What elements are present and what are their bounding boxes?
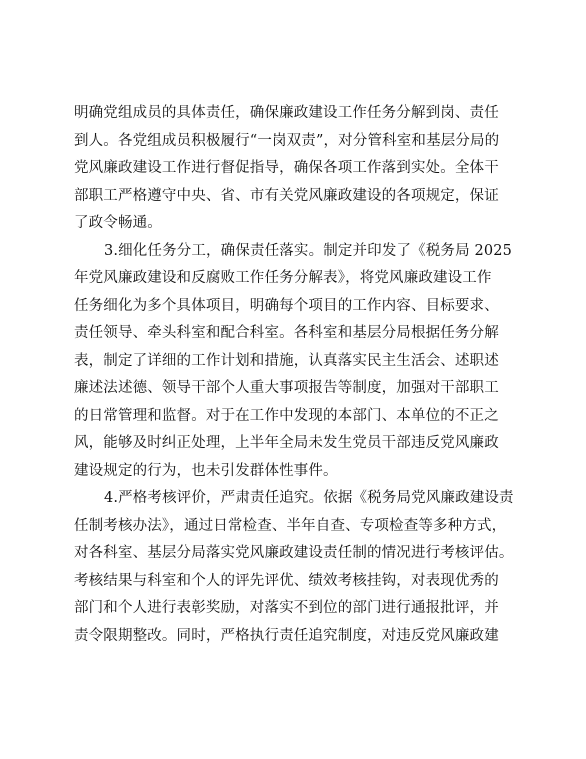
text-line: 风，能够及时纠正处理，上半年全局未发生党员干部违反党风廉政 [74, 435, 499, 451]
text-line: 对各科室、基层分局落实党风廉政建设责任制的情况进行考核评估。 [74, 545, 514, 561]
text-line: 的日常管理和监督。对于在工作中发现的本部门、本单位的不正之 [74, 407, 499, 424]
body-text [74, 100, 514, 650]
text-line: 了政令畅通。 [74, 215, 162, 231]
text-line: 部职工严格遵守中央、省、市有关党风廉政建设的各项规定，保证 [74, 187, 499, 204]
text-line: 考核结果与科室和个人的评先评优、绩效考核挂钩，对表现优秀的 [74, 572, 499, 589]
text-line: 任务细化为多个具体项目，明确每个项目的工作内容、目标要求、 [74, 297, 499, 314]
text-line: 部门和个人进行表彰奖励，对落实不到位的部门进行通报批评，并 [74, 600, 499, 616]
text-line: 廉述法述德、领导干部个人重大事项报告等制度，加强对干部职工 [74, 380, 499, 396]
text-line: 明确党组成员的具体责任，确保廉政建设工作任务分解到岗、责任 [74, 105, 499, 121]
paragraph-first-line: 3.细化任务分工，确保责任落实。制定并印发了《税务局 2025 [104, 242, 512, 259]
text-line: 到人。各党组成员积极履行“一岗双责”，对分管科室和基层分局的 [74, 132, 500, 149]
text-line: 年党风廉政建设和反腐败工作任务分解表》，将党风廉政建设工作 [74, 270, 492, 286]
text-line: 责令限期整改。同时，严格执行责任追究制度，对违反党风廉政建 [74, 627, 499, 644]
text-line: 建设规定的行为，也未引发群体性事件。 [74, 462, 338, 479]
text-line: 党风廉政建设工作进行督促指导，确保各项工作落到实处。全体干 [74, 160, 499, 176]
text-line: 责任领导、牵头科室和配合科室。各科室和基层分局根据任务分解 [74, 325, 499, 341]
paragraph-first-line: 4.严格考核评价，严肃责任追究。依据《税务局党风廉政建设责 [104, 490, 514, 506]
text-line: 表，制定了详细的工作计划和措施，认真落实民主生活会、述职述 [74, 352, 499, 369]
text-line: 任制考核办法》，通过日常检查、半年自查、专项检查等多种方式， [74, 517, 507, 534]
